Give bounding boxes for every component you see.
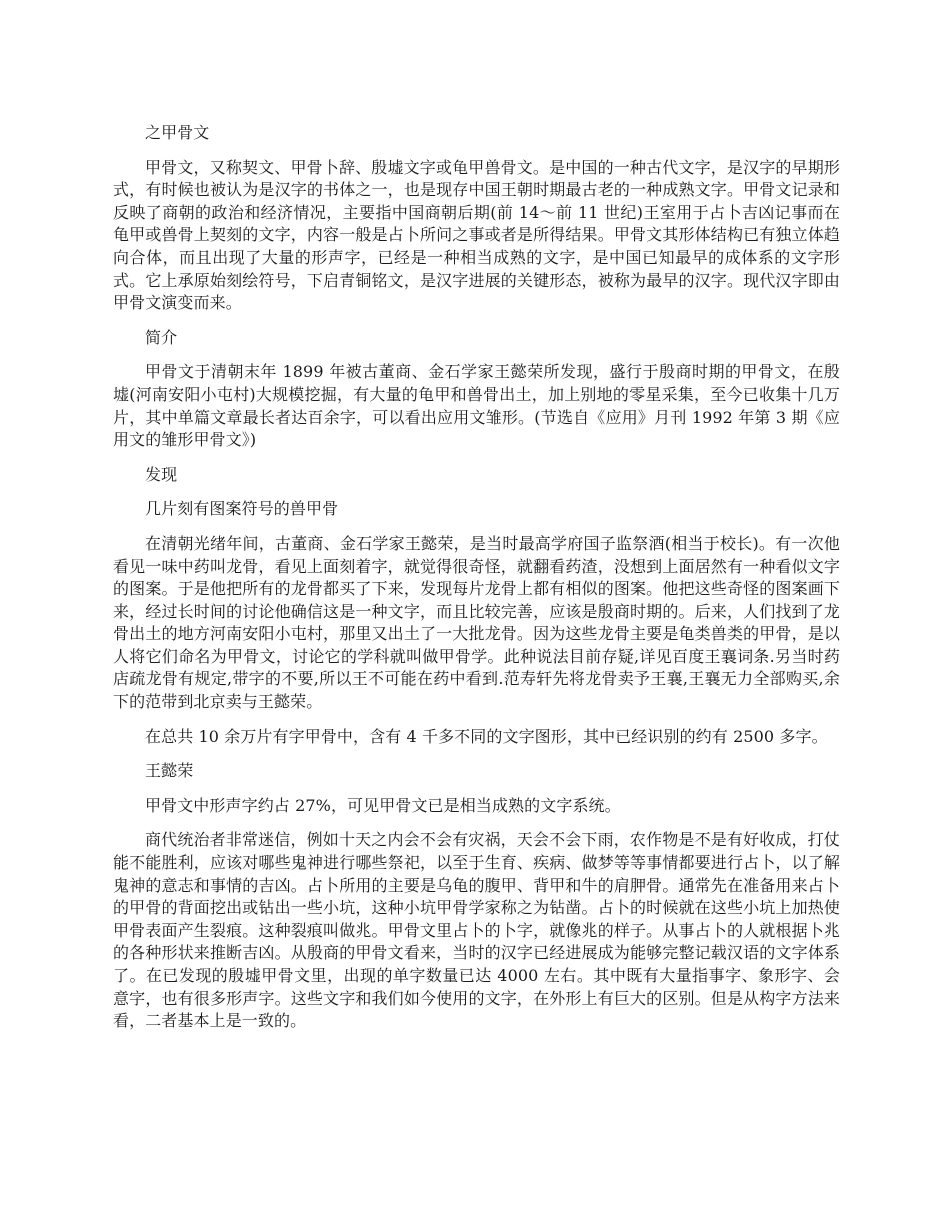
- section-heading-introduction: 简介: [145, 327, 178, 347]
- section-heading-wang-yirong: 王懿荣: [145, 761, 194, 781]
- paragraph-overview: 甲骨文，又称契文、甲骨卜辞、殷墟文字或龟甲兽骨文。是中国的一种古代文字，是汉字的早期形式，有时候也被认为是汉字的书体之一，也是现存中国王朝时期最古老的一种成熟文字。甲骨文记录和反映了商朝的政治和经济情况，主要指中国商朝后期(前 14～前 11 世纪)王室用于占卜吉凶记事而在龟甲或兽骨上契刻的文字，内容一般是占卜所问之事或者是所得结果。甲骨文其形体结构已有独立体趋向合体，而且出现了大量的形声字，已经是一种相当成熟的文字，是中国已知最早的成体系的文字形式。它上承原始刻绘符号，下启青铜铭文，是汉字进展的关键形态，被称为最早的汉字。现代汉字即由甲骨文演变而来。: [113, 157, 840, 313]
- section-heading-intro-title: 之甲骨文: [145, 123, 210, 142]
- paragraph-introduction: 甲骨文于清朝末年 1899 年被古董商、金石学家王懿荣所发现，盛行于殷商时期的甲骨文，在殷墟(河南安阳小屯村)大规模挖掘，有大量的龟甲和兽骨出土，加上别地的零星采集，至今已收集十几万片，其中单篇文章最长者达百余字，可以看出应用文雏形。(节选自《应用》月刊 1992 年第 3 期《应用文的雏形甲骨文》): [113, 362, 840, 450]
- paragraph-phonetic-ratio: 甲骨文中形声字约占 27%，可见甲骨文已是相当成熟的文字系统。: [145, 795, 621, 815]
- document-page: [113, 122, 840, 1045]
- section-heading-discovery: 发现: [145, 464, 178, 484]
- paragraph-divination: 商代统治者非常迷信，例如十天之内会不会有灾祸，天会不会下雨，农作物是不是有好收成，打仗能不能胜利，应该对哪些鬼神进行哪些祭祀，以至于生育、疾病、做梦等等事情都要进行占卜，以了解鬼神的意志和事情的吉凶。占卜所用的主要是乌龟的腹甲、背甲和牛的肩胛骨。通常先在准备用来占卜的甲骨的背面挖出或钻出一些小坑，这种小坑甲骨学家称之为钻凿。占卜的时候就在这些小坑上加热使甲骨表面产生裂痕。这种裂痕叫做兆。甲骨文里占卜的卜字，就像兆的样子。从事占卜的人就根据卜兆的各种形状来推断吉凶。从殷商的甲骨文看来，当时的汉字已经进展成为能够完整记载汉语的文字体系了。在已发现的殷墟甲骨文里，出现的单字数量已达 4000 左右。其中既有大量指事字、象形字、会意字，也有很多形声字。这些文字和我们如今使用的文字，在外形上有巨大的区别。但是从构字方法来看，二者基本上是一致的。: [113, 830, 840, 1031]
- section-subheading-bones: 几片刻有图案符号的兽甲骨: [145, 499, 339, 519]
- paragraph-character-count: 在总共 10 余万片有字甲骨中，含有 4 千多不同的文字图形，其中已经识别的约有 2500 多字。: [145, 726, 828, 746]
- paragraph-discovery-story: 在清朝光绪年间，古董商、金石学家王懿荣，是当时最高学府国子监祭酒(相当于校长)。有一次他看见一味中药叫龙骨，看见上面刻着字，就觉得很奇怪，就翻看药渣，没想到上面居然有一种看似文字的图案。于是他把所有的龙骨都买了下来，发现每片龙骨上都有相似的图案。他把这些奇怪的图案画下来，经过长时间的讨论他确信这是一种文字，而且比较完善，应该是殷商时期的。后来，人们找到了龙骨出土的地方河南安阳小屯村，那里又出土了一大批龙骨。因为这些龙骨主要是龟类兽类的甲骨，是以人将它们命名为甲骨文，讨论它的学科就叫做甲骨学。此种说法目前存疑,详见百度王襄词条.另当时药店疏龙骨有规定,带字的不要,所以王不可能在药中看到.范寿轩先将龙骨卖予王襄,王襄无力全部购买,余下的范带到北京卖与王懿荣。: [113, 533, 840, 712]
